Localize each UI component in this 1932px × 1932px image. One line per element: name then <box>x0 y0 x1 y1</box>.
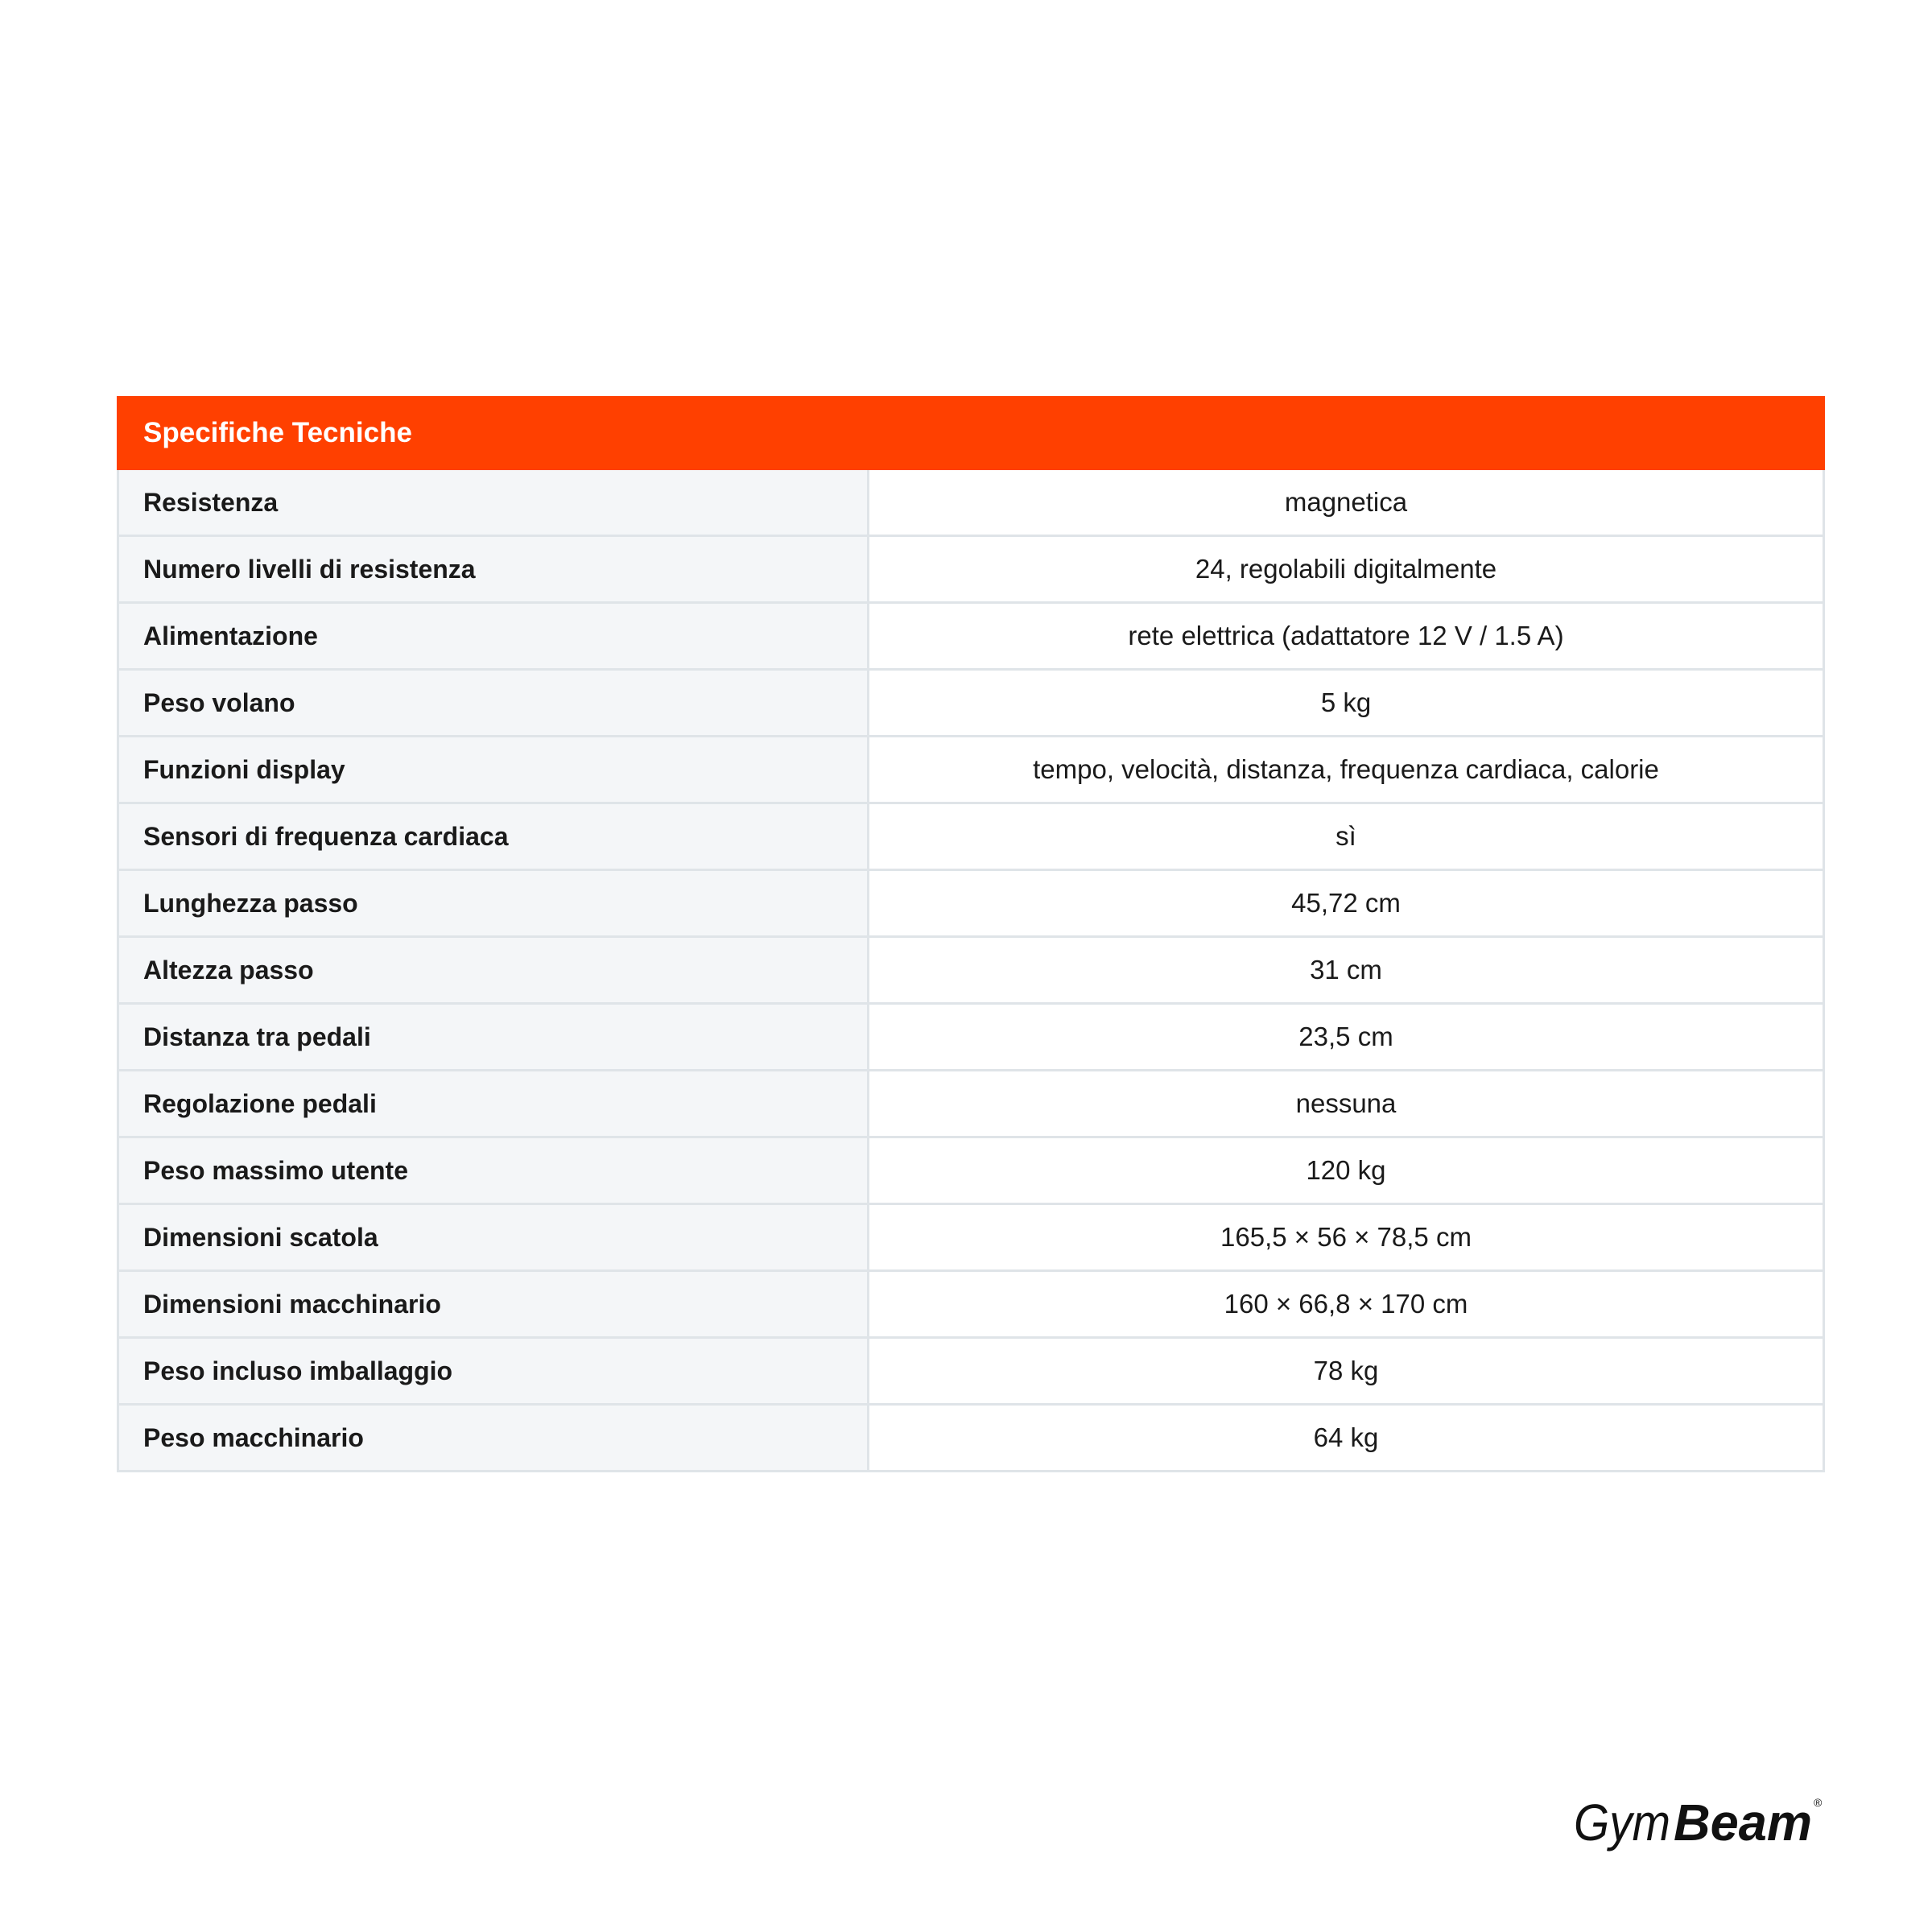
registered-mark: ® <box>1814 1796 1823 1809</box>
spec-table-header <box>117 396 1825 470</box>
logo-text-light: Gym <box>1574 1794 1670 1852</box>
spec-label: Regolazione pedali <box>119 1071 869 1136</box>
table-row <box>119 1136 1823 1203</box>
spec-label: Peso volano <box>119 671 869 735</box>
logo-text-bold: Beam <box>1674 1794 1812 1852</box>
spec-label: Alimentazione <box>119 604 869 668</box>
spec-value: sì <box>869 804 1823 869</box>
spec-label: Resistenza <box>119 470 869 535</box>
spec-label: Numero livelli di resistenza <box>119 537 869 601</box>
spec-label: Funzioni display <box>119 737 869 802</box>
spec-table <box>117 396 1825 1472</box>
spec-value: rete elettrica (adattatore 12 V / 1.5 A) <box>869 604 1823 668</box>
spec-table-body <box>117 470 1825 1472</box>
table-row <box>119 802 1823 869</box>
spec-value: 23,5 cm <box>869 1005 1823 1069</box>
spec-label: Peso massimo utente <box>119 1138 869 1203</box>
spec-value: tempo, velocità, distanza, frequenza cardiaca, calorie <box>869 737 1823 802</box>
spec-label: Altezza passo <box>119 938 869 1002</box>
spec-label: Peso macchinario <box>119 1406 869 1470</box>
spec-label: Dimensioni scatola <box>119 1205 869 1269</box>
spec-value: 31 cm <box>869 938 1823 1002</box>
spec-label: Lunghezza passo <box>119 871 869 935</box>
table-row <box>119 1002 1823 1069</box>
spec-label: Dimensioni macchinario <box>119 1272 869 1336</box>
spec-value: magnetica <box>869 470 1823 535</box>
table-row <box>119 1203 1823 1269</box>
table-row <box>119 869 1823 935</box>
spec-value: 24, regolabili digitalmente <box>869 537 1823 601</box>
spec-value: 160 × 66,8 × 170 cm <box>869 1272 1823 1336</box>
table-row <box>119 935 1823 1002</box>
spec-label: Sensori di frequenza cardiaca <box>119 804 869 869</box>
spec-value: 45,72 cm <box>869 871 1823 935</box>
spec-label: Distanza tra pedali <box>119 1005 869 1069</box>
table-row <box>119 470 1823 535</box>
table-row <box>119 735 1823 802</box>
spec-value: 78 kg <box>869 1339 1823 1403</box>
table-row <box>119 1069 1823 1136</box>
gymbeam-logo <box>1574 1789 1825 1853</box>
table-row <box>119 668 1823 735</box>
spec-table-title: Specifiche Tecniche <box>143 417 412 448</box>
table-row <box>119 535 1823 601</box>
spec-value: 64 kg <box>869 1406 1823 1470</box>
spec-value: 5 kg <box>869 671 1823 735</box>
table-row <box>119 601 1823 668</box>
table-row <box>119 1403 1823 1470</box>
spec-value: nessuna <box>869 1071 1823 1136</box>
spec-value: 165,5 × 56 × 78,5 cm <box>869 1205 1823 1269</box>
table-row <box>119 1269 1823 1336</box>
spec-value: 120 kg <box>869 1138 1823 1203</box>
table-row <box>119 1336 1823 1403</box>
spec-label: Peso incluso imballaggio <box>119 1339 869 1403</box>
